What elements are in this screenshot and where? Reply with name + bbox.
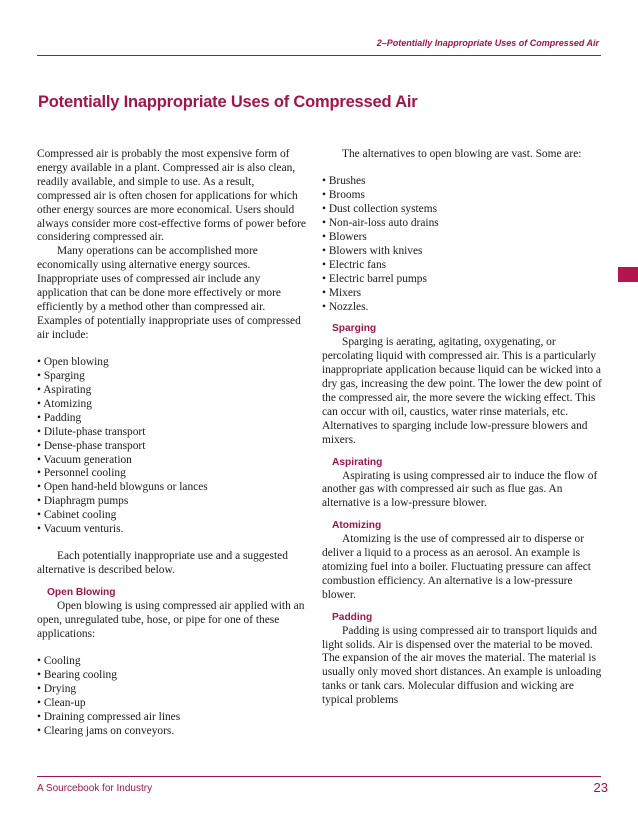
list-item: • Aspirating <box>37 384 92 396</box>
sparging-paragraph: Sparging is aerating, agitating, oxygenating, or percolating liquid with compressed air. This is a particularly inappropriate application because liquid can be wicked into a dry gas, increasing the dew point. The lower the dew point of the compressed air, the more severe the wicking effect. This can occur with oil, caustics, water rinse materials, etc. Alternatives to sparging include low-pressure blowers and mixers. <box>322 336 602 446</box>
list-item: • Non-air-loss auto drains <box>322 217 439 230</box>
described-below-paragraph: Each potentially inappropriate use and a suggested alternative is described below. <box>37 550 288 577</box>
list-item: • Brushes <box>322 175 366 188</box>
page-title: Potentially Inappropriate Uses of Compressed Air <box>38 93 418 111</box>
list-item: • Cabinet cooling <box>37 509 117 522</box>
list-item: • Open blowing <box>37 356 109 369</box>
list-item: • Cooling <box>37 655 81 668</box>
open-blowing-applications-list <box>37 655 309 738</box>
alternatives-list <box>322 175 604 314</box>
intro-paragraph-1: Compressed air is probably the most expensive form of energy available in a plant. Compressed air is also clean, readily available, and simple to use. As a result, compressed air is often chosen for applications for which other energy sources are more economical. Users should always consider more cost-effective forms of power before considering compressed air. <box>37 148 306 244</box>
list-item: • Personnel cooling <box>37 467 126 480</box>
list-item: • Brooms <box>322 189 365 202</box>
list-item: • Open hand-held blowguns or lances <box>37 481 208 494</box>
list-item: • Padding <box>37 411 82 424</box>
footer-source: A Sourcebook for Industry <box>37 783 153 794</box>
list-item: • Nozzles. <box>322 300 369 313</box>
list-item: • Bearing cooling <box>37 669 117 682</box>
list-item: • Blowers with knives <box>322 244 423 257</box>
section-heading-open-blowing: Open Blowing <box>47 587 116 599</box>
section-heading-aspirating: Aspirating <box>332 456 383 468</box>
section-heading-sparging: Sparging <box>332 323 377 335</box>
footer-rule <box>37 776 601 777</box>
list-item: • Electric barrel pumps <box>322 272 427 285</box>
list-item: • Blowers <box>322 231 367 244</box>
intro-paragraph-2: Many operations can be accomplished more economically using alternative energy sources. Inappropriate uses of compressed air include any application that can be done more effectively or more efficiently by a method other than compressed air. Examples of potentially inappropriate uses of compressed air include: <box>37 245 301 341</box>
list-item: • Vacuum venturis. <box>37 523 124 536</box>
list-item: • Vacuum generation <box>37 453 132 466</box>
padding-paragraph: Padding is using compressed air to transport liquids and light solids. Air is dispensed over the material to be moved. The expansion of the air moves the material. The material is usually only moved short distances. An example is unloading tanks or tank cars. Molecular diffusion and wicking are typical problems <box>322 624 602 707</box>
running-head: 2–Potentially Inappropriate Uses of Compressed Air <box>376 38 599 48</box>
section-heading-atomizing: Atomizing <box>332 520 382 532</box>
section-heading-padding: Padding <box>332 611 373 623</box>
page-number: 23 <box>593 780 608 795</box>
list-item: • Dust collection systems <box>322 203 438 216</box>
list-item: • Electric fans <box>322 258 387 271</box>
left-column <box>37 148 309 739</box>
aspirating-paragraph: Aspirating is using compressed air to induce the flow of another gas with compressed air such as flue gas. An alternative is a low-pressure blower. <box>322 469 598 510</box>
list-item: • Sparging <box>37 370 85 383</box>
list-item: • Atomizing <box>37 397 92 410</box>
list-item: • Mixers <box>322 286 362 299</box>
list-item: • Diaphragm pumps <box>37 495 129 508</box>
alternatives-intro-paragraph: The alternatives to open blowing are vast. Some are: <box>342 148 582 160</box>
atomizing-paragraph: Atomizing is the use of compressed air to disperse or deliver a liquid to a process as an aerosol. An example is atomizing fuel into a boiler. Fluctuating pressure can affect combustion efficiency. An alternative is a low-pressure blower. <box>322 533 591 601</box>
header-rule <box>37 55 601 56</box>
right-column <box>322 148 604 708</box>
list-item: • Drying <box>37 683 77 696</box>
list-item: • Dilute-phase transport <box>37 425 146 438</box>
list-item: • Clearing jams on conveyors. <box>37 724 175 737</box>
list-item: • Draining compressed air lines <box>37 711 181 724</box>
inappropriate-uses-list <box>37 356 309 537</box>
open-blowing-paragraph: Open blowing is using compressed air applied with an open, unregulated tube, hose, or pipe for one of these applications: <box>37 600 305 640</box>
list-item: • Dense-phase transport <box>37 439 146 452</box>
list-item: • Clean-up <box>37 697 86 710</box>
chapter-tab-marker <box>618 267 638 282</box>
